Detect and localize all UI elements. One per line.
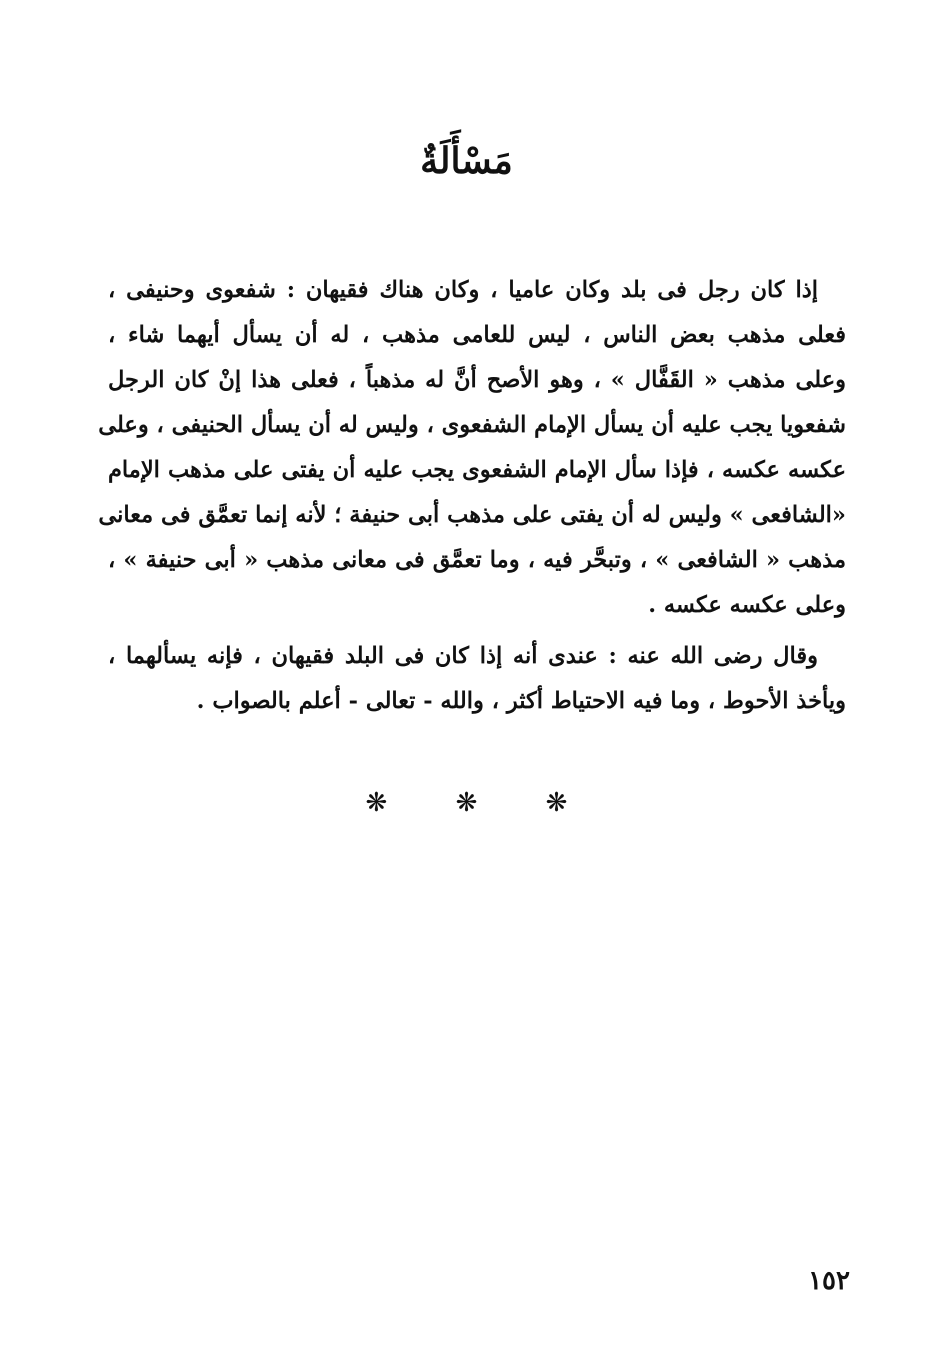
text-line: وقال رضى الله عنه : عندى أنه إذا كان فى البلد فقيهان ، فإنه يسألهما ،	[108, 643, 818, 669]
section-title: مَسْأَلَةٌ	[420, 140, 513, 182]
asterism-icon: ❋	[455, 788, 478, 818]
text-line: عكسه عكسه ، فإذا سأل الإمام الشفعوى يجب عليه أن يفتى على مذهب الإمام	[108, 457, 846, 483]
page-number: ١٥٢	[808, 1266, 850, 1296]
text-line: «الشافعى » وليس له أن يفتى على مذهب أبى حنيفة ؛ لأنه إنما تعمَّق فى معانى	[98, 502, 846, 528]
paragraph-1	[98, 268, 846, 628]
text-line: مذهب « الشافعى » ، وتبحَّر فيه ، وما تعمَّق فى معانى مذهب « أبى حنيفة » ،	[108, 547, 846, 573]
asterism-icon: ❋	[365, 788, 388, 818]
asterism-icon: ❋	[545, 788, 568, 818]
section-separator	[0, 788, 933, 818]
text-line: شفعويا يجب عليه أن يسأل الإمام الشفعوى ، وليس له أن يسأل الحنيفى ، وعلى	[98, 412, 846, 438]
body-text	[98, 268, 846, 724]
text-line: ويأخذ الأحوط ، وما فيه الاحتياط أكثر ، والله - تعالى - أعلم بالصواب .	[196, 688, 846, 714]
text-line: إذا كان رجل فى بلد وكان عاميا ، وكان هناك فقيهان : شفعوى وحنيفى ،	[108, 277, 818, 303]
text-line: وعلى مذهب « القَفَّال » ، وهو الأصح أنَّ له مذهباً ، فعلى هذا إنْ كان الرجل	[108, 367, 846, 393]
text-line: فعلى مذهب بعض الناس ، ليس للعامى مذهب ، له أن يسأل أيهما شاء ،	[108, 322, 846, 348]
text-line: وعلى عكسه عكسه .	[648, 592, 846, 618]
paragraph-2	[108, 634, 846, 724]
